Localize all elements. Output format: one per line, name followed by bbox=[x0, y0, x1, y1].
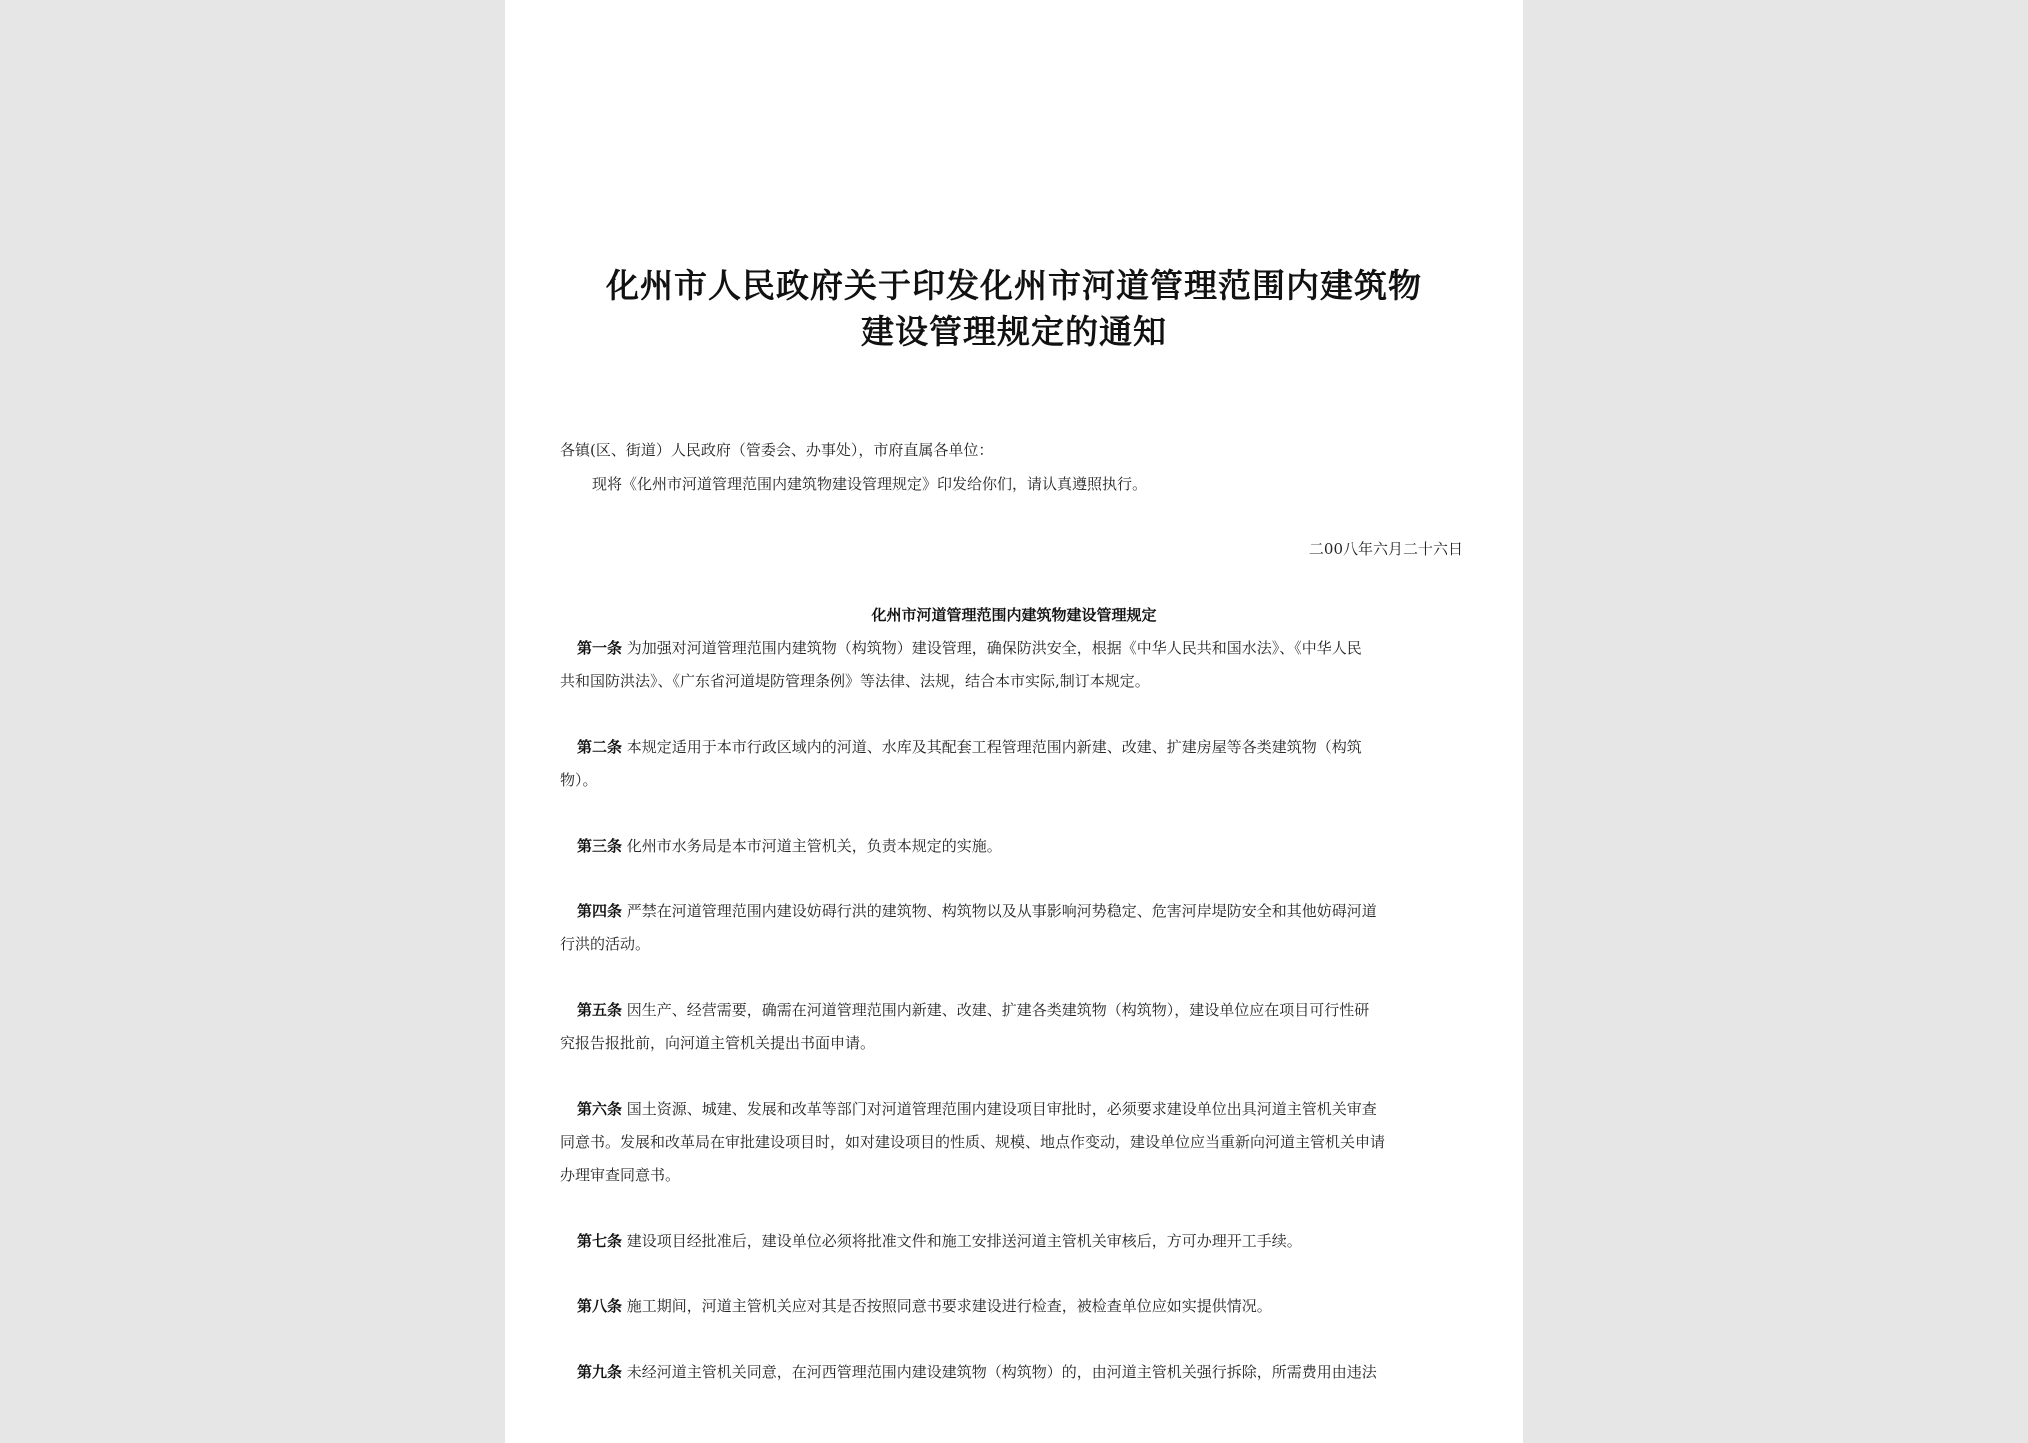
article-4-text: 严禁在河道管理范围内建设妨碍行洪的建筑物、构筑物以及从事影响河势稳定、危害河岸堤防安全和其他妨碍河道 bbox=[626, 902, 1377, 920]
issue-date: 二00八年六月二十六日 bbox=[1308, 540, 1463, 558]
regulation-title: 化州市河道管理范围内建筑物建设管理规定 bbox=[871, 606, 1157, 624]
article-8-text: 施工期间，河道主管机关应对其是否按照同意书要求建设进行检查，被检查单位应如实提供情况。 bbox=[626, 1297, 1272, 1315]
article-5-line-1 bbox=[577, 1000, 1369, 1020]
article-3-text: 化州市水务局是本市河道主管机关，负责本规定的实施。 bbox=[626, 837, 1002, 855]
article-9-text: 未经河道主管机关同意，在河西管理范围内建设建筑物（构筑物）的，由河道主管机关强行拆除，所需费用由违法 bbox=[626, 1363, 1377, 1381]
document-title-line-2: 建设管理规定的通知 bbox=[861, 312, 1167, 351]
article-3-label: 第三条 bbox=[577, 837, 623, 855]
article-9-label: 第九条 bbox=[577, 1363, 623, 1381]
article-1-line-2: 共和国防洪法》、《广东省河道堤防管理条例》等法律、法规，结合本市实际,制订本规定。 bbox=[560, 672, 1150, 690]
article-2-line-2: 物）。 bbox=[560, 771, 598, 789]
article-4-line-2: 行洪的活动。 bbox=[560, 935, 651, 953]
article-6-line-1 bbox=[577, 1099, 1377, 1119]
article-9-line-1 bbox=[577, 1362, 1377, 1382]
article-2-label: 第二条 bbox=[577, 738, 623, 756]
article-4-line-1 bbox=[577, 901, 1377, 921]
article-6-text: 国土资源、城建、发展和改革等部门对河道管理范围内建设项目审批时，必须要求建设单位出具河道主管机关审查 bbox=[626, 1100, 1377, 1118]
article-2-line-1 bbox=[577, 737, 1362, 757]
intro-paragraph: 现将《化州市河道管理范围内建筑物建设管理规定》印发给你们，请认真遵照执行。 bbox=[592, 475, 1148, 493]
article-7-label: 第七条 bbox=[577, 1232, 623, 1250]
article-6-line-3: 办理审查同意书。 bbox=[560, 1166, 681, 1184]
article-8-line-1 bbox=[577, 1296, 1272, 1316]
article-7-line-1 bbox=[577, 1231, 1302, 1251]
document-title-line-1: 化州市人民政府关于印发化州市河道管理范围内建筑物 bbox=[606, 266, 1422, 305]
article-5-text: 因生产、经营需要，确需在河道管理范围内新建、改建、扩建各类建筑物（构筑物），建设单位应在项目可行性研 bbox=[626, 1001, 1370, 1019]
article-3-line-1 bbox=[577, 836, 1002, 856]
article-5-line-2: 究报告报批前，向河道主管机关提出书面申请。 bbox=[560, 1034, 876, 1052]
article-8-label: 第八条 bbox=[577, 1297, 623, 1315]
article-6-line-2: 同意书。发展和改革局在审批建设项目时，如对建设项目的性质、规模、地点作变动，建设单位应当重新向河道主管机关申请 bbox=[560, 1133, 1386, 1151]
article-4-label: 第四条 bbox=[577, 902, 623, 920]
article-2-text: 本规定适用于本市行政区域内的河道、水库及其配套工程管理范围内新建、改建、扩建房屋等各类建筑物（构筑 bbox=[626, 738, 1362, 756]
salutation: 各镇(区、街道）人民政府（管委会、办事处），市府直属各单位： bbox=[560, 441, 994, 459]
article-1-text: 为加强对河道管理范围内建筑物（构筑物）建设管理，确保防洪安全，根据《中华人民共和国水法》、《中华人民 bbox=[626, 639, 1362, 657]
document-page bbox=[505, 0, 1523, 1443]
article-1-line-1 bbox=[577, 638, 1362, 658]
article-1-label: 第一条 bbox=[577, 639, 623, 657]
article-5-label: 第五条 bbox=[577, 1001, 623, 1019]
article-6-label: 第六条 bbox=[577, 1100, 623, 1118]
article-7-text: 建设项目经批准后，建设单位必须将批准文件和施工安排送河道主管机关审核后，方可办理开工手续。 bbox=[626, 1232, 1302, 1250]
